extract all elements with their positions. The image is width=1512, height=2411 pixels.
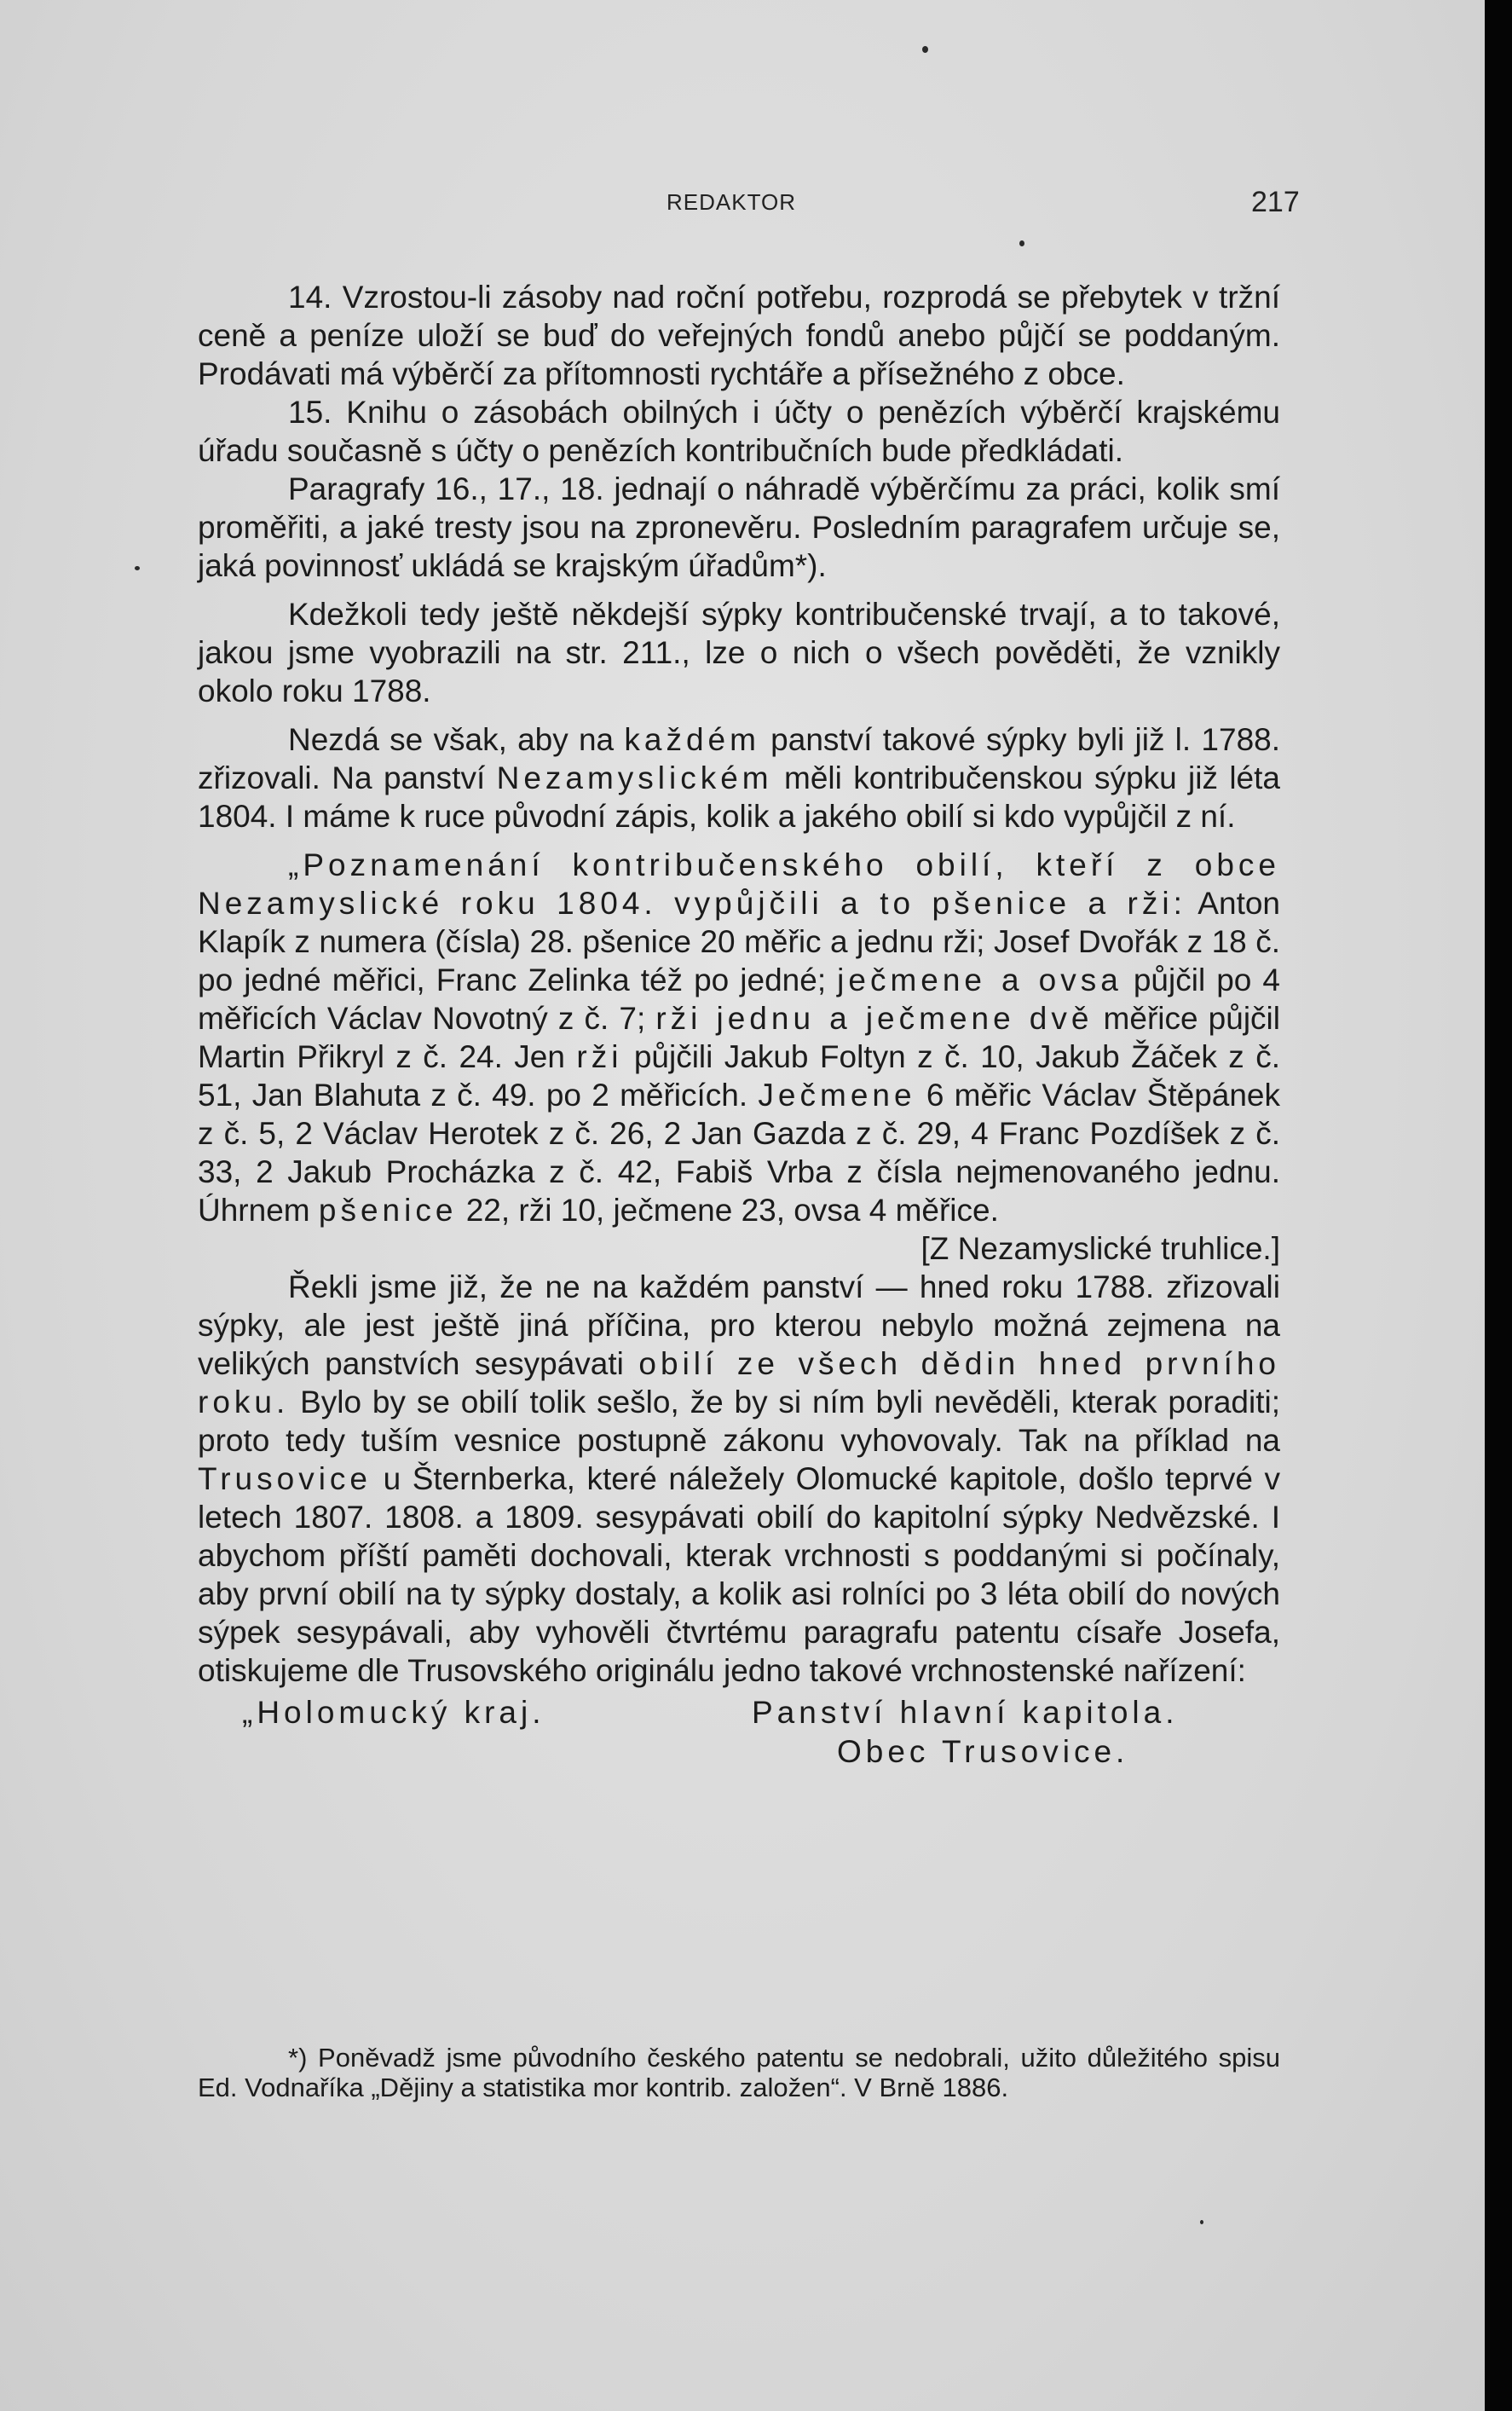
address-region: „Holomucký kraj.	[242, 1695, 545, 1730]
paragraph-nezamyslice: Nezdá se však, aby na každém panství takové sýpky byli již l. 1788. zřizovali. Na panství Nezamyslickém měli kontribučenskou sýpku již léta 1804. I máme k ruce původní zápis, kolik a jakého obilí si kdo vypůjčil z ní.	[198, 722, 1280, 834]
scan-speck	[135, 566, 140, 570]
body-text	[198, 278, 1281, 1769]
paragraph-trusovice: Řekli jsme již, že ne na každém panství — hned roku 1788. zřizovali sýpky, ale jest ještě jiná příčina, pro kterou nebylo možná zejmena na velikých panstvích sesypávati obilí ze všech dědin hned prvního roku. Bylo by se obilí tolik sešlo, že by si ním byli nevěděli, kterak poraditi; proto tedy tuším vesnice postupně zákonu vyhovovaly. Tak na příklad na Trusovice u Šternberka, které náležely Olomucké kapitole, došlo teprvé v letech 1807. 1808. a 1809. sesypávati obilí do kapitolní sýpky Nedvězské. I abychom příští paměti dochovali, kterak vrchnosti s poddanými si počínaly, aby první obilí na ty sýpky dostaly, a kolik asi rolníci po 3 léta obilí do nových sýpek sesypávali, aby vyhověli čtvrtému paragrafu patentu císaře Josefa, otiskujeme dle Trusovského originálu jedno takové vrchnostenské nařízení:	[198, 1269, 1281, 1688]
footnote-text: *) Poněvadž jsme původního českého patentu se nedobrali, užito důležitého spisu Ed. Vodnaříka „Dějiny a statistika mor kontrib. založen“. V Brně 1886.	[198, 2043, 1280, 2102]
paragraph-15: 15. Knihu o zásobách obilných i účty o penězích výběrčí krajskému úřadu současně s účty o penězích kontribučních bude předkládati.	[198, 395, 1280, 468]
address-village: Obec Trusovice.	[837, 1734, 1129, 1769]
paragraph-14: 14. Vzrostou-li zásoby nad roční potřebu, rozprodá se přebytek v tržní ceně a peníze uloží se buď do veřejných fondů anebo půjčí se poddaným. Prodávati má výběrčí za přítomnosti rychtáře a přísežného z obce.	[198, 280, 1280, 391]
record-source: [Z Nezamyslické truhlice.]	[920, 1231, 1280, 1266]
running-head: REDAKTOR	[667, 189, 796, 215]
footnote	[198, 2043, 1280, 2102]
page-header	[0, 186, 1485, 225]
address-block	[198, 1693, 1280, 1769]
paragraph-16-18: Paragrafy 16., 17., 18. jednají o náhradě výběrčímu za práci, kolik smí proměřiti, a jaké tresty jsou na zpronevěru. Posledním paragrafem určuje se, jaká povinnosť ukládá se krajským úřadům*).	[198, 471, 1280, 583]
paragraph-record: „Poznamenání kontribučenského obilí, kteří z obce Nezamyslické roku 1804. vypůjčili a to pšenice a rži: Anton Klapík z numera (čísla) 28. pšenice 20 měřic a jednu rži; Josef Dvořák z 18 č. po jedné měřici, Franc Zelinka též po jedné; ječmene a ovsa půjčil po 4 měřicích Václav Novotný z č. 7; rži jednu a ječmene dvě měřice půjčil Martin Přikryl z č. 24. Jen rži půjčili Jakub Foltyn z č. 10, Jakub Žáček z č. 51, Jan Blahuta z č. 49. po 2 měřicích. Ječmene 6 měřic Václav Štěpánek z č. 5, 2 Václav Herotek z č. 26, 2 Jan Gazda z č. 29, 4 Franc Pozdíšek z č. 33, 2 Jakub Procházka z č. 42, Fabiš Vrba z čísla nejmenovaného jednu. Úhrnem pšenice 22, rži 10, ječmene 23, ovsa 4 měřice.	[198, 847, 1281, 1228]
page-number: 217	[1251, 186, 1300, 218]
scan-speck	[1200, 2220, 1203, 2224]
scan-speck	[922, 46, 928, 53]
paragraph-granaries: Kdežkoli tedy ještě někdejší sýpky kontribučenské trvají, a to takové, jakou jsme vyobrazili na str. 211., lze o nich o všech pověděti, že vznikly okolo roku 1788.	[198, 597, 1280, 708]
address-estate: Panství hlavní kapitola.	[752, 1695, 1179, 1730]
scan-speck	[1019, 240, 1024, 246]
scan-border	[1485, 0, 1512, 2411]
